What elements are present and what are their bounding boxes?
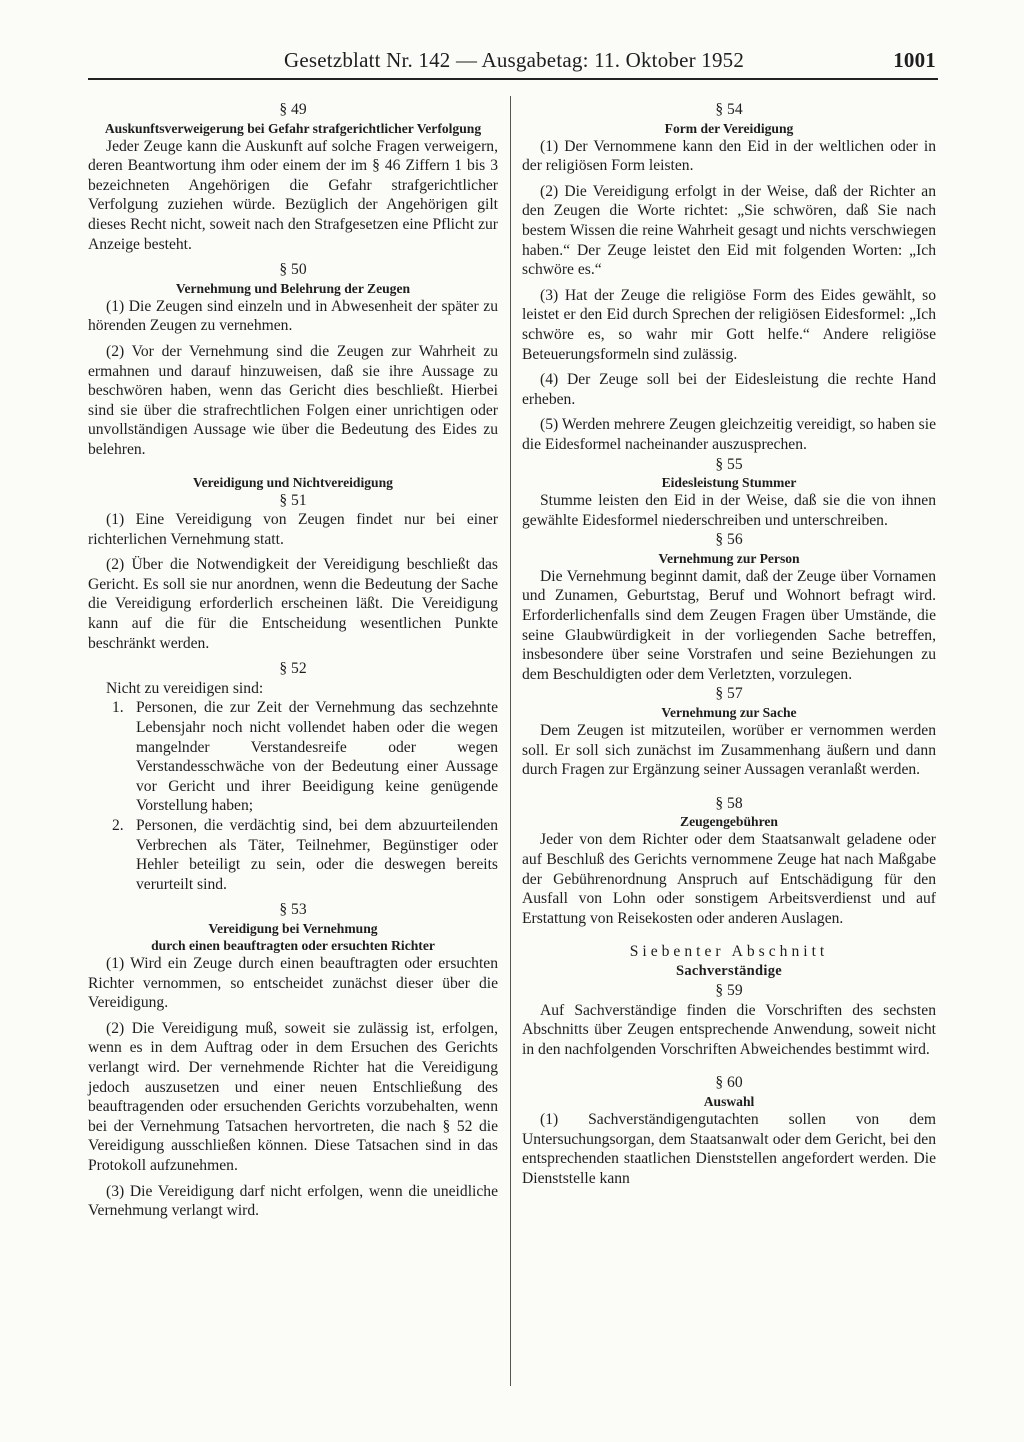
page-header: [88, 44, 936, 78]
section-number: § 58: [715, 794, 743, 812]
section-number: § 52: [279, 660, 307, 678]
list-number: 1.: [112, 699, 124, 717]
paragraph: (2) Die Vereidigung muß, soweit sie zulässig ist, erfolgen, wenn es in dem Auftrag oder in dem Ersuchen des Gerichts verlangt wird. Der vernehmende Richter hat die Vereidigung jedoch auszusetzen und einer neuen Entschließung des beauftragenden oder ersuchenden Gerichts vorzubehalten, wenn bei der Vernehmung Tatsachen hervortreten, die nach § 52 die Vereidigung ausschließen können. Diese Tatsachen sind in das Protokoll aufzunehmen.: [88, 1019, 498, 1174]
paragraph: Jeder Zeuge kann die Auskunft auf solche Fragen verweigern, deren Beantwortung ihm oder einem der im § 46 Ziffern 1 bis 3 bezeichneten Angehörigen die Gefahr strafgerichtlicher Verfolgung zuziehen würde. Bezüglich der Angehörigen gilt dieses Recht nicht, soweit nach den Strafgesetzen eine Pflicht zur Anzeige besteht.: [88, 137, 498, 253]
section-50: [88, 260, 498, 459]
section-title: Auswahl: [703, 1093, 755, 1109]
section-title: Eidesleistung Stummer: [661, 475, 797, 491]
section-number: § 54: [715, 101, 743, 118]
section-55: [522, 455, 936, 531]
paragraph: (2) Die Vereidigung erfolgt in der Weise, daß der Richter an den Zeugen die Worte richtet: „Sie schwören, daß Sie nach bestem Wissen die reine Wahrheit gesagt und nichts verschwiegen haben.“ Der Zeuge leistet den Eid mit folgenden Worten: „Ich schwöre es.“: [522, 182, 936, 279]
section-number: § 53: [279, 901, 307, 919]
paragraph: (3) Hat der Zeuge die religiöse Form des Eides gewählt, so leistet er den Eid durch Sprechen der religiösen Eidesformel: „Ich schwöre es, so wahr mir Gott helfe.“ Andere religiöse Beteuerungsformeln sind zulässig.: [522, 286, 936, 363]
section-54: [522, 100, 936, 455]
column-divider: [510, 96, 511, 1386]
section-49: [88, 100, 498, 254]
section-number: § 56: [715, 531, 743, 549]
section-52: [88, 659, 498, 894]
list-item-text: Personen, die verdächtig sind, bei dem abzuurteilenden Verbrechen als Täter, Teilnehmer, Begünstiger oder Hehler beteiligt zu sein, oder die deswegen bereits verurteilt sind.: [136, 817, 498, 893]
section-56: [522, 530, 936, 684]
section-number: § 60: [715, 1074, 743, 1092]
section-title: Vereidigung bei Vernehmung: [208, 920, 378, 936]
right-column: [522, 100, 936, 1188]
paragraph: (1) Der Vernommene kann den Eid in der weltlichen oder in der religiösen Form leisten.: [522, 137, 936, 175]
paragraph: Jeder von dem Richter oder dem Staatsanwalt geladene oder auf Beschluß des Gerichts vernommene Zeuge hat nach Maßgabe der Gebührenordnung Anspruch auf Entschädigung für den Ausfall von Lohn oder sonstigem Arbeitsverdienst und auf Erstattung von Reisekosten oder anderen Auslagen.: [522, 831, 936, 927]
list-item: [88, 698, 498, 816]
section-58: [522, 794, 936, 929]
paragraph: (3) Die Vereidigung darf nicht erfolgen, wenn die uneidliche Vernehmung verlangt wird.: [88, 1182, 498, 1220]
section-title: Form der Vereidigung: [664, 120, 794, 136]
list-item-text: Personen, die zur Zeit der Vernehmung das sechzehnte Lebensjahr noch nicht vollendet haben oder die wegen mangelnder Verstandesreife oder wegen Verstandesschwäche von der Bedeutung einer Aussage vor Gericht und ihrer Beeidigung keine genügende Vorstellung haben;: [136, 699, 498, 815]
paragraph: Die Vernehmung beginnt damit, daß der Zeuge über Vornamen und Zunamen, Geburtstag, Beruf und Wohnort befragt wird. Erforderlichenfalls sind dem Zeugen Fragen über Umstände, die seine Glaubwürdigkeit in der vorliegenden Sache betreffen, insbesondere über seine Vorstrafen und seine Beziehungen zu dem Beschuldigten oder dem Verletzten, vorzulegen.: [522, 567, 936, 683]
section-number: § 51: [279, 491, 307, 509]
section-title: Vernehmung zur Sache: [661, 705, 797, 721]
section-59: [522, 981, 936, 1059]
chapter-title: Sachverständige: [676, 962, 782, 979]
numbered-list: [88, 698, 498, 894]
paragraph: Stumme leisten den Eid in der Weise, daß sie die von ihnen gewählte Eidesformel niederschreiben und unterschreiben.: [522, 492, 936, 529]
section-number: § 57: [715, 685, 743, 703]
section-number: § 59: [715, 981, 743, 999]
section-number: § 50: [279, 261, 307, 279]
section-title: Vernehmung zur Person: [658, 550, 800, 566]
header-title: Gesetzblatt Nr. 142 — Ausgabetag: 11. Oktober 1952: [284, 48, 745, 72]
section-subtitle: durch einen beauftragten oder ersuchten Richter: [151, 937, 435, 953]
paragraph: (1) Wird ein Zeuge durch einen beauftragten oder ersuchten Richter vernommen, so entscheidet zunächst dieser über die Vereidigung.: [88, 954, 498, 1012]
page-number: 1001: [893, 48, 936, 72]
paragraph: Auf Sachverständige finden die Vorschriften des sechsten Abschnitts über Zeugen entsprechende Anwendung, soweit nicht in den nachfolgenden Vorschriften Abweichendes bestimmt wird.: [522, 1001, 936, 1058]
paragraph: (4) Der Zeuge soll bei der Eidesleistung die rechte Hand erheben.: [522, 371, 936, 408]
section-title: Zeugengebühren: [680, 814, 778, 830]
group-title: Vereidigung und Nichtvereidigung: [193, 474, 393, 490]
section-51: [88, 491, 498, 654]
paragraph: (1) Die Zeugen sind einzeln und in Abwesenheit der später zu hörenden Zeugen zu vernehmen.: [88, 297, 498, 335]
paragraph: (2) Vor der Vernehmung sind die Zeugen zur Wahrheit zu ermahnen und darauf hinzuweisen, daß sie ihre Aussage zu beschwören haben, wenn das Gericht dies beschließt. Hierbei sind sie über die strafrechtlichen Folgen einer unrichtigen oder unvollständigen Aussage wie über die Bedeutung des Eides zu belehren.: [88, 342, 498, 458]
paragraph: (2) Über die Notwendigkeit der Vereidigung beschließt das Gericht. Es soll sie nur anordnen, wenn die Bedeutung der Sache die Vereidigung erforderlich erscheinen läßt. Die Vereidigung kann auf die für die Entscheidung wesentlichen Punkte beschränkt werden.: [88, 556, 498, 652]
paragraph: (1) Eine Vereidigung von Zeugen findet nur bei einer richterlichen Vernehmung statt.: [88, 511, 498, 548]
list-item: [88, 816, 498, 894]
section-title: Vernehmung und Belehrung der Zeugen: [175, 280, 411, 296]
section-number: § 55: [715, 455, 743, 473]
section-number: § 49: [279, 101, 307, 118]
paragraph: Dem Zeugen ist mitzuteilen, worüber er vernommen werden soll. Er soll sich zunächst im Zusammenhang äußern und dann durch Fragen zur Ergänzung seiner Aussagen veranlaßt werden.: [522, 722, 936, 779]
paragraph: (5) Werden mehrere Zeugen gleichzeitig vereidigt, so haben sie die Eidesformel nacheinander auszusprechen.: [522, 416, 936, 453]
left-column: [88, 100, 498, 1221]
section-title: Auskunftsverweigerung bei Gefahr strafgerichtlicher Verfolgung: [104, 120, 482, 136]
paragraph: (1) Sachverständigengutachten sollen von dem Untersuchungsorgan, dem Staatsanwalt oder dem Gericht, bei den entsprechenden staatlichen Dienststellen angefordert werden. Die Dienststelle kann: [522, 1110, 936, 1187]
paragraph: Nicht zu vereidigen sind:: [106, 679, 264, 697]
section-57: [522, 684, 936, 779]
section-53: [88, 900, 498, 1220]
section-60: [522, 1073, 936, 1188]
chapter-label: Siebenter Abschnitt: [629, 943, 829, 961]
list-number: 2.: [112, 817, 124, 834]
header-rule: [88, 78, 938, 80]
